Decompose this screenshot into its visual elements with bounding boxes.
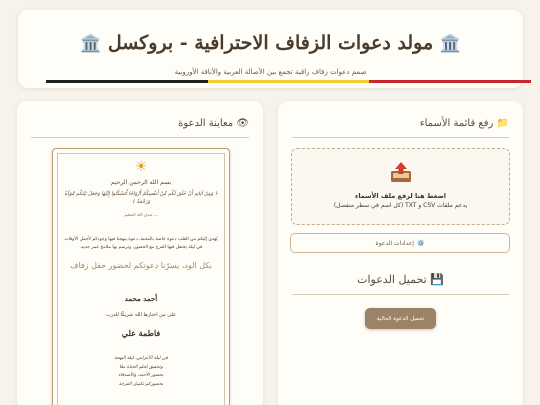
file-dropzone[interactable]: [291, 148, 510, 225]
flag-divider: [46, 80, 531, 83]
flag-stripe-red: [369, 80, 531, 83]
dropzone-title: اضغط هنا لرفع ملف الأسماء: [355, 192, 446, 200]
bride-name: فاطمة علي: [121, 328, 161, 338]
folder-icon: 📁: [496, 118, 509, 129]
page-title-text: مولد دعوات الزفاف الاحترافية - بروكسل: [107, 32, 434, 54]
page-title: [18, 32, 523, 54]
floppy-disk-icon: 💾: [430, 273, 444, 286]
upload-panel: [278, 101, 523, 405]
card-verse: ﴿ وَمِنْ آيَاتِهِ أَنْ خَلَقَ لَكُم مِّنْ أَنفُسِكُمْ أَزْوَاجًا لِّتَسْكُنُوا إِلَيْهَا وَجَعَلَ بَيْنَكُم مَّوَدَّةً وَرَحْمَةً ﴾: [64, 191, 218, 205]
card-intro: يُهدي إليكم من القلب دعوة خاصة بالمحبة، دعوة يبهجنا فيها وجودكم لأجمل الأوقات في ليلة يحتفل فيها الفرح مع الحضور، ونرسم بها ملامح عمر جديد.: [64, 237, 218, 250]
eye-icon: 👁: [236, 118, 249, 129]
settings-button-label: إعدادات الدعوة: [375, 239, 414, 247]
sun-icon: ☀: [134, 159, 148, 175]
card-detail-line: بحضوركم تكتمل الفرحة: [118, 381, 164, 387]
card-connector: على من اختارها الله شريكًا للدرب: [105, 312, 177, 318]
card-verse-reference: — صدق الله العظيم: [124, 212, 158, 217]
flag-stripe-black: [46, 80, 208, 83]
classical-building-icon: 🏛️: [80, 34, 102, 54]
card-details: [53, 355, 229, 389]
invitation-card: [52, 148, 230, 405]
download-heading: [292, 273, 509, 295]
flag-stripe-yellow: [208, 80, 370, 83]
card-detail-line: وتحقيق لحلم الحياة معًا: [119, 364, 163, 370]
card-detail-line: بحضور الأحبة، والأصدقاء: [118, 373, 164, 379]
preview-heading: [31, 118, 249, 138]
outbox-tray-icon: [389, 161, 413, 183]
upload-heading-text: رفع قائمة الأسماء: [419, 118, 494, 129]
download-heading-text: تحميل الدعوات: [357, 273, 427, 286]
classical-building-icon: 🏛️: [439, 34, 461, 54]
card-bismillah: بسم الله الرحمن الرحيم: [110, 179, 172, 186]
card-greeting: بكل الود، يسرّنا دعوتكم لحضور حفل زفاف: [70, 261, 212, 270]
gear-icon: ⚙️: [416, 239, 425, 247]
page-subtitle: صمم دعوات زفاف راقية تجمع بين الأصالة العربية والأناقة الأوروبية: [174, 68, 367, 76]
preview-heading-text: معاينة الدعوة: [178, 118, 234, 129]
header: [18, 10, 523, 88]
groom-name: أحمد محمد: [124, 294, 158, 303]
preview-panel: [17, 101, 263, 405]
card-detail-line: في ليلة الأعراس، ليلة البهجة: [114, 356, 168, 361]
download-current-button[interactable]: تحميل الدعوة الحالية: [365, 308, 436, 329]
dropzone-subtitle: يدعم ملفات CSV و TXT (كل اسم في سطر منفصل): [333, 202, 468, 209]
upload-heading: [292, 118, 509, 138]
invitation-settings-button[interactable]: [290, 233, 510, 253]
